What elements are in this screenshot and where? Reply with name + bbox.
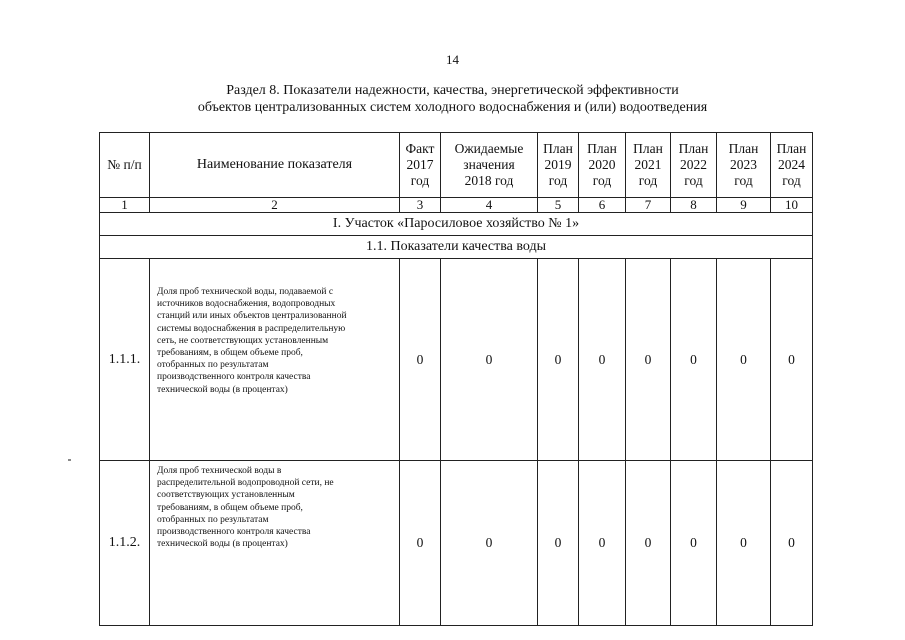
page-number: 14 xyxy=(446,52,459,67)
column-number: 4 xyxy=(441,198,538,213)
column-number: 1 xyxy=(100,198,150,213)
section-row xyxy=(100,213,813,236)
header-plan-2022: План 2022 год xyxy=(671,133,717,198)
value-cell: 0 xyxy=(538,461,579,626)
value-cell: 0 xyxy=(441,461,538,626)
value-cell: 0 xyxy=(717,461,771,626)
value-cell: 0 xyxy=(579,461,626,626)
value-cell: 0 xyxy=(626,461,671,626)
subsection-title: 1.1. Показатели качества воды xyxy=(100,236,813,259)
column-number: 5 xyxy=(538,198,579,213)
value-cell: 0 xyxy=(538,259,579,461)
value-cell: 0 xyxy=(400,259,441,461)
indicator-description: Доля проб технической воды в распределительной водопроводной сети, не соответствующих установленным требованиям, в общем объеме проб, отобранных по результатам производственного контроля качества технической воды (в процентах) xyxy=(150,461,400,626)
row-number: 1.1.2. xyxy=(100,461,150,626)
column-number: 9 xyxy=(717,198,771,213)
value-cell: 0 xyxy=(400,461,441,626)
row-number: 1.1.1. xyxy=(100,259,150,461)
value-cell: 0 xyxy=(626,259,671,461)
header-plan-2023: План 2023 год xyxy=(717,133,771,198)
column-number: 2 xyxy=(150,198,400,213)
header-plan-2020: План 2020 год xyxy=(579,133,626,198)
table-row xyxy=(100,259,813,461)
table-row xyxy=(100,461,813,626)
heading-line-2: объектов централизованных систем холодного водоснабжения и (или) водоотведения xyxy=(197,100,708,115)
header-expected-2018: Ожидаемые значения 2018 год xyxy=(441,133,538,198)
value-cell: 0 xyxy=(717,259,771,461)
column-number: 7 xyxy=(626,198,671,213)
section-heading xyxy=(0,82,905,116)
value-cell: 0 xyxy=(771,259,813,461)
scan-speck xyxy=(68,459,71,461)
value-cell: 0 xyxy=(671,461,717,626)
value-cell: 0 xyxy=(671,259,717,461)
header-number: № п/п xyxy=(100,133,150,198)
header-plan-2021: План 2021 год xyxy=(626,133,671,198)
header-plan-2024: План 2024 год xyxy=(771,133,813,198)
column-number: 10 xyxy=(771,198,813,213)
column-number: 8 xyxy=(671,198,717,213)
value-cell: 0 xyxy=(441,259,538,461)
header-plan-2019: План 2019 год xyxy=(538,133,579,198)
header-fact-2017: Факт 2017 год xyxy=(400,133,441,198)
indicator-description: Доля проб технической воды, подаваемой с источников водоснабжения, водопроводных станций или иных объектов централизованной системы водоснабжения в распределительную сеть, не соответствующих установленным требованиям, в общем объеме проб, отобранных по результатам производственного контроля качества технической воды (в процентах) xyxy=(150,259,400,461)
subsection-row xyxy=(100,236,813,259)
header-indicator-name: Наименование показателя xyxy=(150,133,400,198)
value-cell: 0 xyxy=(579,259,626,461)
column-number: 3 xyxy=(400,198,441,213)
heading-line-1: Раздел 8. Показатели надежности, качества, энергетической эффективности xyxy=(226,83,679,98)
column-number-row xyxy=(100,198,813,213)
section-title: I. Участок «Паросиловое хозяйство № 1» xyxy=(100,213,813,236)
table-header-row xyxy=(100,133,813,198)
indicators-table xyxy=(99,132,813,626)
value-cell: 0 xyxy=(771,461,813,626)
column-number: 6 xyxy=(579,198,626,213)
